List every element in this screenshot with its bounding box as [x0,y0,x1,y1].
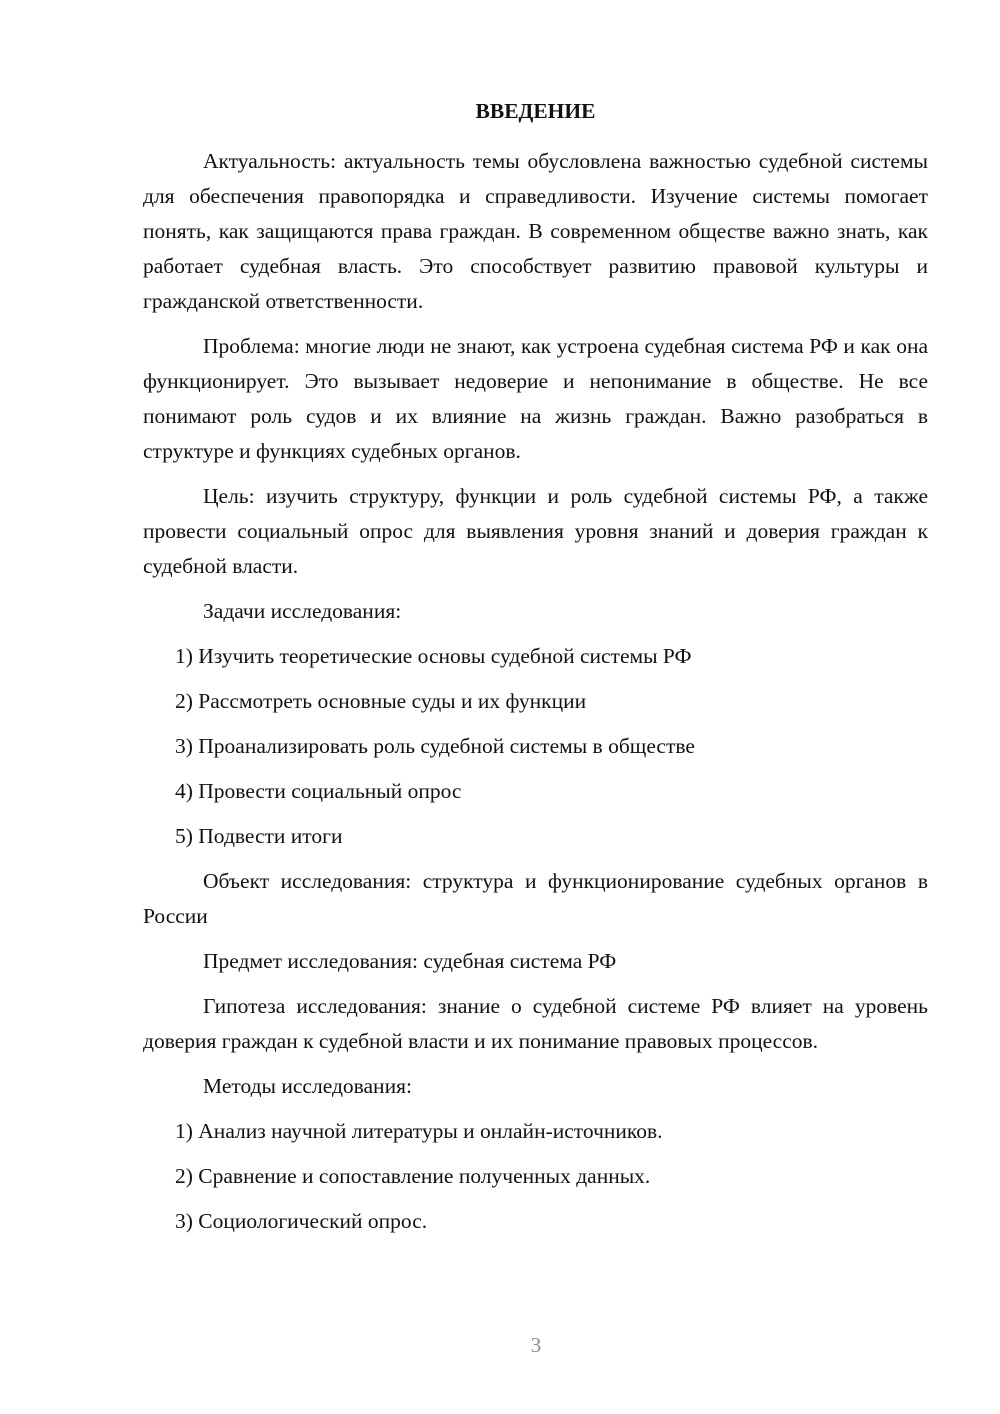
paragraph-hypothesis: Гипотеза исследования: знание о судебной системе РФ влияет на уровень доверия граждан к судебной власти и их понимание правовых процессов. [143,994,928,1053]
paragraph-subject: Предмет исследования: судебная система РФ [203,949,617,973]
page-number: 3 [530,1333,542,1357]
list-item: 5) Подвести итоги [175,824,343,848]
methods-list [143,1114,928,1239]
tasks-list [143,639,928,854]
list-item: 1) Анализ научной литературы и онлайн-источников. [175,1119,663,1143]
list-item: 2) Рассмотреть основные суды и их функции [175,689,587,713]
list-item: 3) Социологический опрос. [175,1209,428,1233]
paragraph-problem: Проблема: многие люди не знают, как устроена судебная система РФ и как она функционирует. Это вызывает недоверие и непонимание в обществе. Не все понимают роль судов и их влияние на жизнь граждан. Важно разобраться в структуре и функциях судебных органов. [143,334,928,463]
tasks-heading: Задачи исследования: [203,599,402,623]
list-item: 4) Провести социальный опрос [175,779,462,803]
methods-heading: Методы исследования: [203,1074,412,1098]
list-item: 2) Сравнение и сопоставление полученных данных. [175,1164,651,1188]
paragraph-goal: Цель: изучить структуру, функции и роль судебной системы РФ, а также провести социальный опрос для выявления уровня знаний и доверия граждан к судебной власти. [143,484,928,578]
section-title: ВВЕДЕНИЕ [475,99,596,123]
document-page [143,96,928,1249]
list-item: 1) Изучить теоретические основы судебной системы РФ [175,644,692,668]
paragraph-object: Объект исследования: структура и функционирование судебных органов в России [143,869,928,928]
paragraph-relevance: Актуальность: актуальность темы обусловлена важностью судебной системы для обеспечения правопорядка и справедливости. Изучение системы помогает понять, как защищаются права граждан. В современном обществе важно знать, как работает судебная власть. Это способствует развитию правовой культуры и гражданской ответственности. [143,149,928,313]
list-item: 3) Проанализировать роль судебной системы в обществе [175,734,695,758]
